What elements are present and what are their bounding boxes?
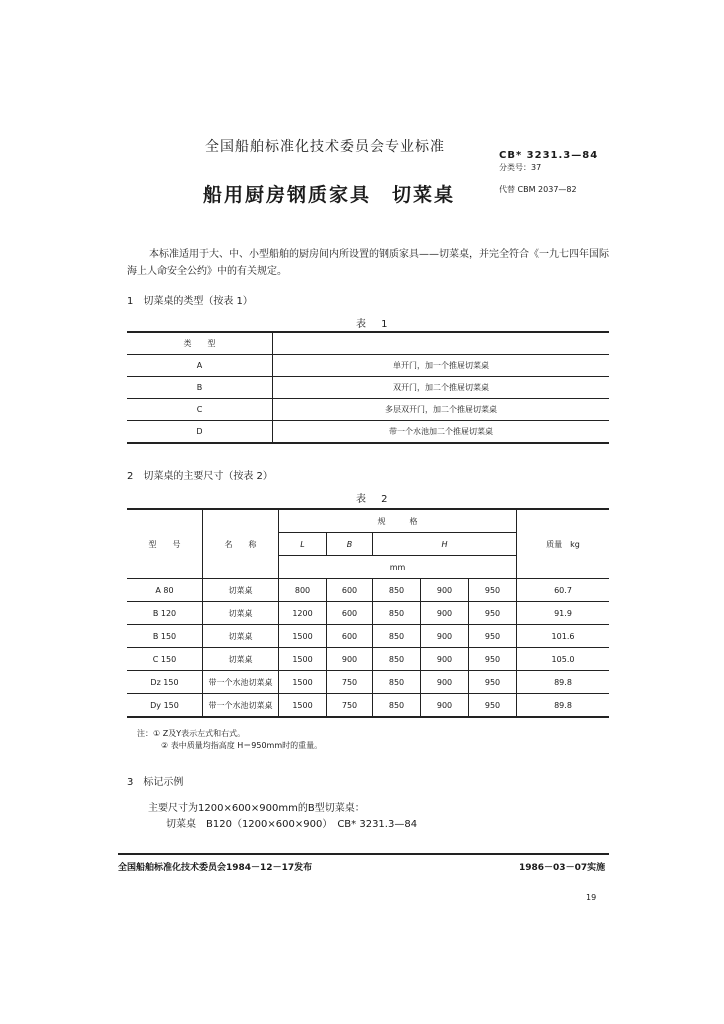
table2-caption: 表 2 bbox=[356, 494, 394, 505]
table2-spec-header: 规 格 bbox=[279, 509, 517, 533]
table2-model: Dy 150 bbox=[127, 694, 203, 718]
table2-L: 1500 bbox=[279, 671, 327, 694]
table2-H2: 900 bbox=[421, 671, 469, 694]
table2-H2: 900 bbox=[421, 694, 469, 718]
section1-heading: 1 切菜桌的类型（按表 1） bbox=[127, 296, 253, 307]
replaces-standard: 代替 CBM 2037—82 bbox=[499, 185, 577, 194]
table2-H1: 850 bbox=[373, 579, 421, 602]
table2-weight-header: 质量 kg bbox=[517, 509, 610, 579]
table2-H1: 850 bbox=[373, 671, 421, 694]
table2-name: 切菜桌 bbox=[203, 648, 279, 671]
table2 bbox=[127, 508, 609, 718]
table2-weight: 91.9 bbox=[517, 602, 610, 625]
table2-H2: 900 bbox=[421, 648, 469, 671]
issuing-organization: 全国船舶标准化技术委员会专业标准 bbox=[205, 139, 445, 155]
table2-note-1: 注：① Z及Y表示左式和右式。 bbox=[137, 729, 246, 738]
table2-H3: 950 bbox=[469, 579, 517, 602]
table-row bbox=[127, 625, 609, 648]
table1-type: B bbox=[127, 377, 273, 399]
table2-note-2: ② 表中质量均指高度 H＝950mm时的重量。 bbox=[161, 741, 323, 750]
table2-H1: 850 bbox=[373, 602, 421, 625]
table2-B: 900 bbox=[327, 648, 373, 671]
table2-H3: 950 bbox=[469, 625, 517, 648]
table2-weight: 105.0 bbox=[517, 648, 610, 671]
issue-date: 全国船舶标准化技术委员会1984－12－17发布 bbox=[118, 863, 313, 873]
table2-B-header: B bbox=[327, 533, 373, 556]
table2-model: B 150 bbox=[127, 625, 203, 648]
table-row bbox=[127, 355, 609, 377]
table1-desc: 带一个水池加二个推屉切菜桌 bbox=[273, 421, 610, 444]
table2-H1: 850 bbox=[373, 694, 421, 718]
intro-paragraph: 本标准适用于大、中、小型船舶的厨房间内所设置的钢质家具——切菜桌，并完全符合《一九七四年国际海上人命安全公约》中的有关规定。 bbox=[127, 249, 609, 277]
table1-type: A bbox=[127, 355, 273, 377]
standard-code: CB* 3231.3—84 bbox=[499, 150, 599, 161]
table-row bbox=[127, 579, 609, 602]
table-row bbox=[127, 421, 609, 444]
section3-heading: 3 标记示例 bbox=[127, 777, 184, 788]
table-row bbox=[127, 332, 609, 355]
table-row bbox=[127, 509, 609, 533]
table2-model-header: 型 号 bbox=[127, 509, 203, 579]
table-row bbox=[127, 694, 609, 718]
table2-H3: 950 bbox=[469, 671, 517, 694]
section2-heading: 2 切菜桌的主要尺寸（按表 2） bbox=[127, 471, 273, 482]
page-number: 19 bbox=[586, 893, 597, 902]
effective-date: 1986－03－07实施 bbox=[519, 863, 606, 873]
table2-name-header: 名 称 bbox=[203, 509, 279, 579]
table1 bbox=[127, 331, 609, 444]
table-row bbox=[127, 399, 609, 421]
document-title: 船用厨房钢质家具 切菜桌 bbox=[203, 184, 456, 206]
table2-model: Dz 150 bbox=[127, 671, 203, 694]
table2-name: 带一个水池切菜桌 bbox=[203, 671, 279, 694]
table2-B: 600 bbox=[327, 625, 373, 648]
table2-weight: 89.8 bbox=[517, 671, 610, 694]
table2-L: 800 bbox=[279, 579, 327, 602]
table2-weight: 60.7 bbox=[517, 579, 610, 602]
table2-unit: mm bbox=[279, 556, 517, 579]
footer-rule bbox=[118, 853, 609, 855]
table-row bbox=[127, 671, 609, 694]
table2-L: 1500 bbox=[279, 648, 327, 671]
table1-desc: 多层双开门，加二个推屉切菜桌 bbox=[273, 399, 610, 421]
category-number: 分类号：37 bbox=[499, 163, 542, 172]
marking-example-code: 切菜桌 B120（1200×600×900） CB* 3231.3—84 bbox=[166, 819, 418, 830]
table2-H1: 850 bbox=[373, 648, 421, 671]
table1-col-header: 类 型 bbox=[127, 332, 273, 355]
table2-model: A 80 bbox=[127, 579, 203, 602]
table2-weight: 89.8 bbox=[517, 694, 610, 718]
table2-H2: 900 bbox=[421, 625, 469, 648]
table2-H2: 900 bbox=[421, 579, 469, 602]
table1-type: C bbox=[127, 399, 273, 421]
table2-B: 750 bbox=[327, 694, 373, 718]
table2-L-header: L bbox=[279, 533, 327, 556]
table2-name: 带一个水池切菜桌 bbox=[203, 694, 279, 718]
table2-H3: 950 bbox=[469, 694, 517, 718]
table-row bbox=[127, 602, 609, 625]
table2-name: 切菜桌 bbox=[203, 579, 279, 602]
table-row bbox=[127, 648, 609, 671]
table2-B: 750 bbox=[327, 671, 373, 694]
table1-desc: 双开门，加二个推屉切菜桌 bbox=[273, 377, 610, 399]
table1-type: D bbox=[127, 421, 273, 444]
table2-name: 切菜桌 bbox=[203, 625, 279, 648]
table2-B: 600 bbox=[327, 602, 373, 625]
table2-H-header: H bbox=[373, 533, 517, 556]
table2-L: 1200 bbox=[279, 602, 327, 625]
table1-desc: 单开门，加一个推屉切菜桌 bbox=[273, 355, 610, 377]
table2-model: B 120 bbox=[127, 602, 203, 625]
table2-H3: 950 bbox=[469, 602, 517, 625]
table2-weight: 101.6 bbox=[517, 625, 610, 648]
table2-model: C 150 bbox=[127, 648, 203, 671]
table2-B: 600 bbox=[327, 579, 373, 602]
table-row bbox=[127, 377, 609, 399]
table2-H2: 900 bbox=[421, 602, 469, 625]
marking-example-desc: 主要尺寸为1200×600×900mm的B型切菜桌： bbox=[148, 803, 365, 814]
table2-L: 1500 bbox=[279, 694, 327, 718]
table1-cell bbox=[273, 332, 610, 355]
table2-L: 1500 bbox=[279, 625, 327, 648]
table1-caption: 表 1 bbox=[356, 319, 394, 330]
table2-name: 切菜桌 bbox=[203, 602, 279, 625]
table2-H3: 950 bbox=[469, 648, 517, 671]
table2-H1: 850 bbox=[373, 625, 421, 648]
